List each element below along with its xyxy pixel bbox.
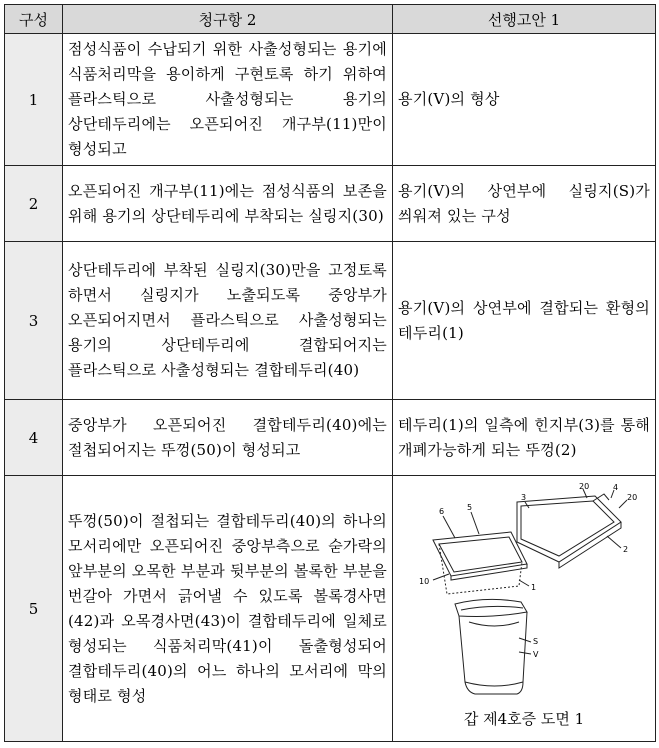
table-row [5,400,656,476]
header-prior-art: 선행고안 1 [393,5,656,34]
claim-text: 중앙부가 오픈되어진 결합테두리(40)에는 절첩되어지는 뚜껑(50)이 형성되고 [63,400,393,476]
header-row [5,5,656,34]
figure-label: 10 [419,577,430,586]
row-number: 4 [5,400,63,476]
prior-art-text: 용기(V)의 상연부에 실링지(S)가 씌워져 있는 구성 [393,166,656,242]
claim-text: 점성식품이 수납되기 위한 사출성형되는 용기에 식품처리막을 용이하게 구현토록 하기 위하여 플라스틱으로 사출성형되는 용기의 상단테두리에는 오픈되어진 개구부(11)만이 형성되고 [63,34,393,166]
patent-drawing-cell [393,476,656,742]
claim-text: 뚜껑(50)이 절첩되는 결합테두리(40)의 하나의 모서리에만 오픈되어진 중앙부측으로 숟가락의 앞부분의 오목한 부분과 뒷부분의 볼록한 부분을 번갈아 가면서 긁어낼 수 있도록 볼록경사면(42)과 오목경사면(43)이 결합테두리에 일체로 형성되는 식품처리막(41)이 돌출형성되어 결합테두리(40)의 어느 하나의 모서리에 막의 형태로 형성 [63,476,393,742]
header-claim: 청구항 2 [63,5,393,34]
figure-label: S [533,637,539,646]
prior-art-text: 용기(V)의 상연부에 결합되는 환형의 테두리(1) [393,242,656,400]
figure-label: 3 [521,493,527,502]
table-row [5,476,656,742]
figure-label: 20 [579,482,590,491]
prior-art-text: 테두리(1)의 일측에 힌지부(3)를 통해 개폐가능하게 되는 뚜껑(2) [393,400,656,476]
row-number: 3 [5,242,63,400]
figure-label: 5 [467,503,473,512]
row-number: 5 [5,476,63,742]
figure-label: 1 [531,583,537,592]
row-number: 2 [5,166,63,242]
figure-caption: 갑 제4호증 도면 1 [463,710,585,728]
table-row [5,34,656,166]
figure-label: 2 [623,545,629,554]
prior-art-text: 용기(V)의 형상 [393,34,656,166]
comparison-table [4,4,656,742]
header-component: 구성 [5,5,63,34]
figure-label: 20 [627,493,638,502]
claim-text: 오픈되어진 개구부(11)에는 점성식품의 보존을 위해 용기의 상단테두리에 부착되는 실링지(30) [63,166,393,242]
table-row [5,166,656,242]
container-drawing [399,482,649,704]
table-row [5,242,656,400]
figure-label: V [533,650,539,659]
claim-text: 상단테두리에 부착된 실링지(30)만을 고정토록 하면서 실링지가 노출되도록 중앙부가 오픈되어지면서 플라스틱으로 사출성형되는 용기의 상단테두리에 결합되어지는 플라스틱으로 사출성형되는 결합테두리(40) [63,242,393,400]
row-number: 1 [5,34,63,166]
figure-label: 4 [613,483,619,492]
figure-label: 6 [439,507,445,516]
